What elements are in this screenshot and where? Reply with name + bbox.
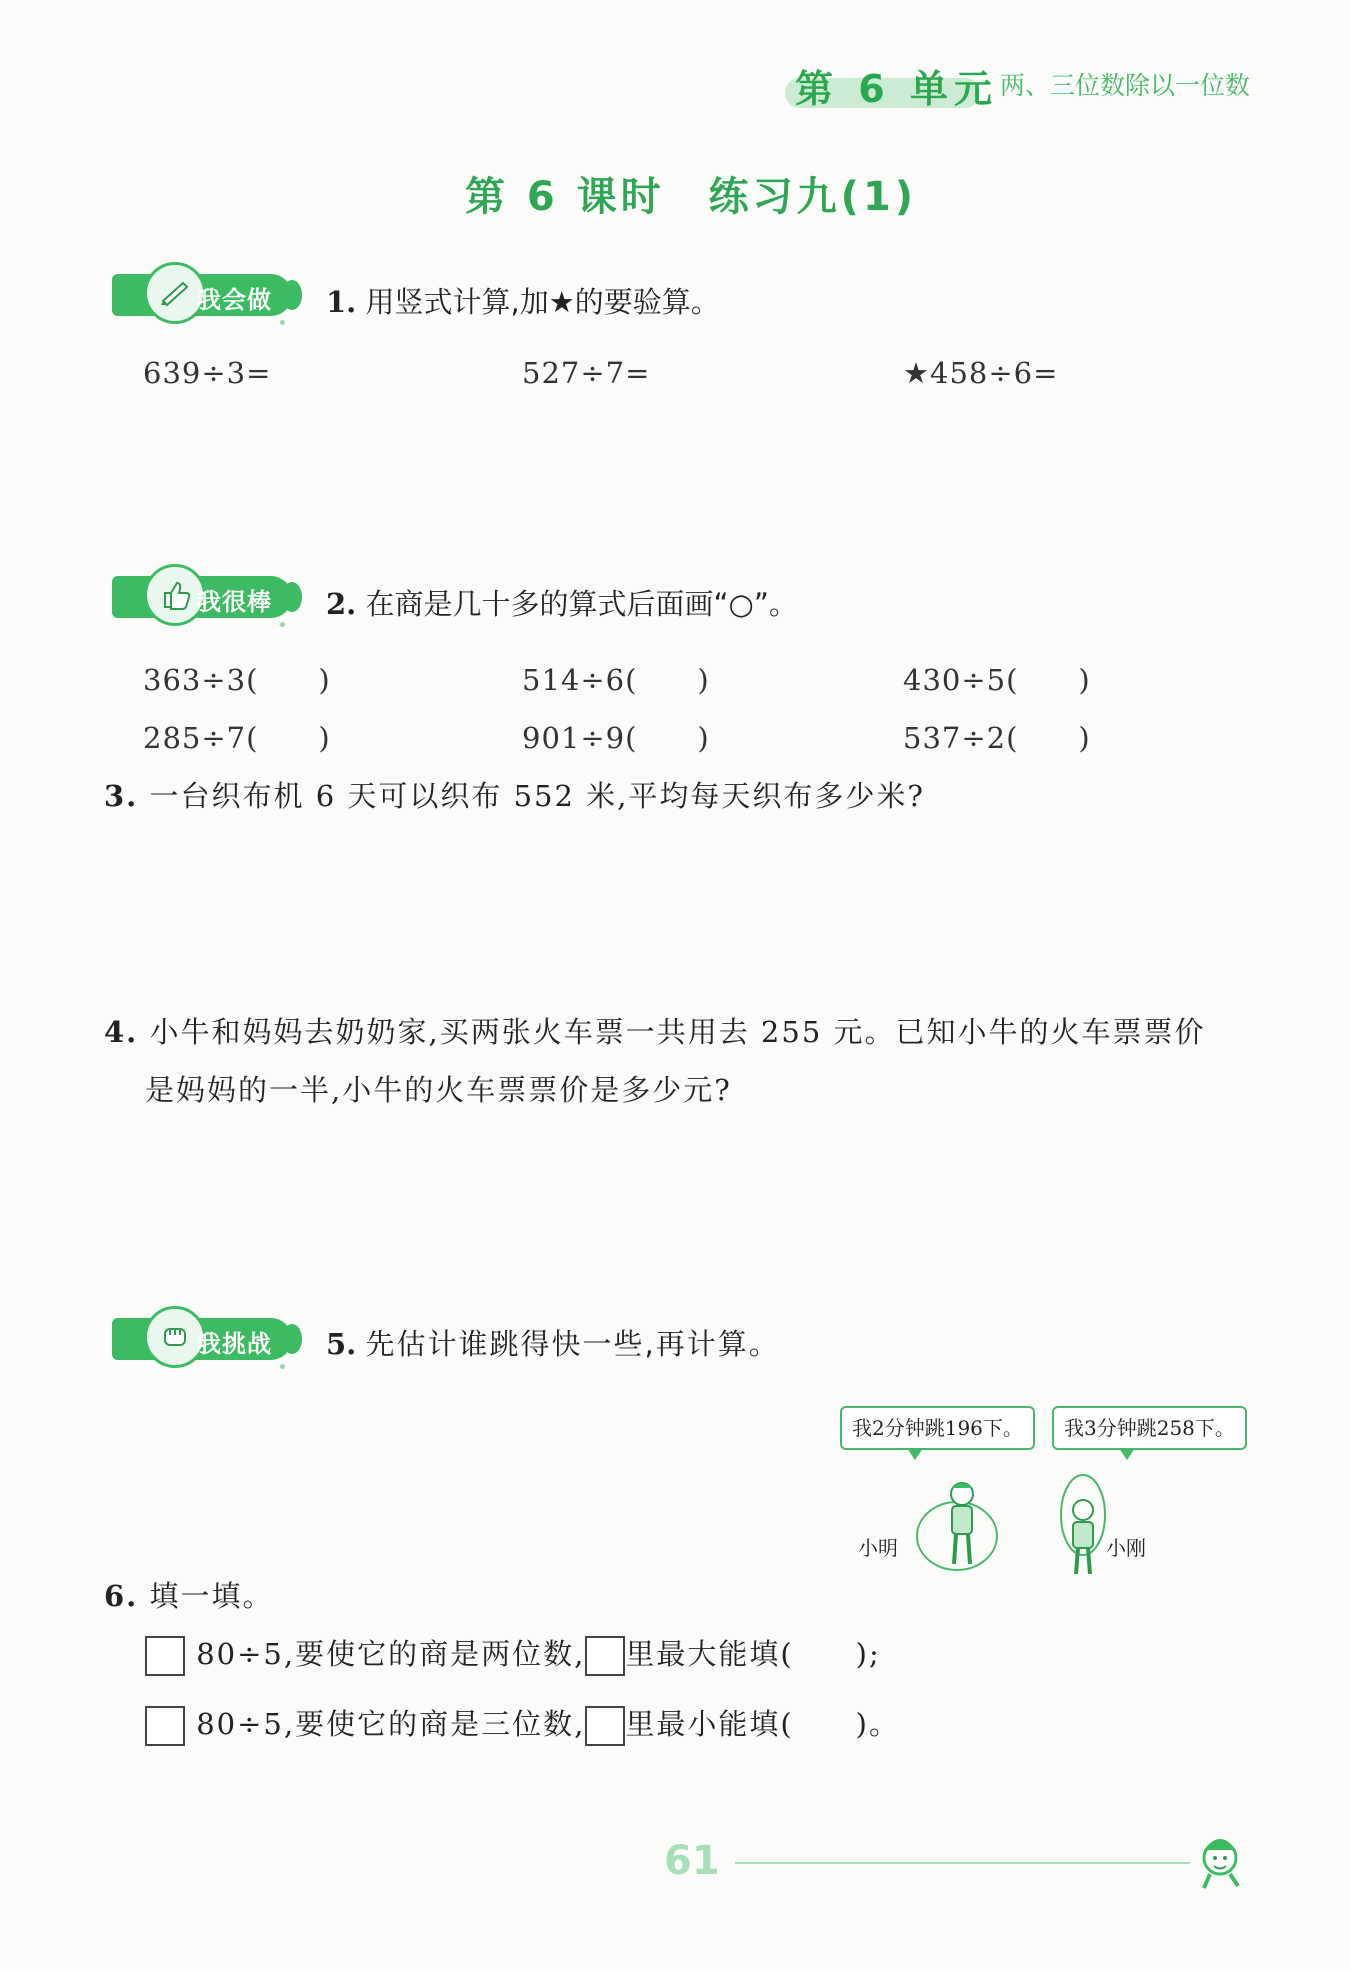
answer-box[interactable] (145, 1636, 185, 1676)
q1-title (326, 280, 720, 321)
answer-box[interactable] (145, 1706, 185, 1746)
q1-item: 527÷7= (522, 356, 651, 390)
badge-label: 我很棒 (197, 588, 272, 616)
kid-name-xiaogang: 小刚 (1106, 1536, 1146, 1560)
q4-line2: 是妈妈的一半,小牛的火车票票价是多少元? (145, 1073, 732, 1107)
speech-bubble-xiaogang: 我3分钟跳258下。 (1052, 1406, 1247, 1450)
q1-item: 639÷3= (143, 356, 272, 390)
q3 (104, 774, 925, 815)
q1-text: 用竖式计算,加★的要验算。 (365, 285, 720, 319)
q6-line2 (145, 1702, 900, 1746)
q6-title (104, 1574, 274, 1615)
badge-dot (280, 1364, 285, 1369)
unit-suffix: 单元 (909, 67, 998, 111)
unit-subtitle: 两、三位数除以一位数 (1000, 71, 1251, 100)
q6-line2-text-b: 里最小能填( )。 (625, 1707, 900, 1741)
lesson-title: 第 6 课时 练习九(1) (465, 174, 918, 220)
badge-i-can-do (112, 262, 292, 322)
badge-great (112, 564, 292, 624)
kid-name-xiaoming: 小明 (858, 1536, 898, 1560)
answer-box[interactable] (585, 1706, 625, 1746)
q6-line1 (145, 1632, 881, 1676)
q2-item: 514÷6( ) (522, 663, 710, 697)
q2-item: 901÷9( ) (522, 721, 710, 755)
unit-title (795, 58, 998, 113)
q1-number: 1. (326, 285, 357, 319)
q2-item: 285÷7( ) (143, 721, 331, 755)
q5-title (326, 1322, 780, 1363)
q6-text: 填一填。 (149, 1579, 274, 1613)
boy-jumping-rope-illustration-2 (1048, 1470, 1118, 1580)
q2-item: 537÷2( ) (903, 721, 1091, 755)
badge-challenge (112, 1306, 292, 1366)
q6-line1-text-b: 里最大能填( ); (625, 1637, 881, 1671)
q2-text: 在商是几十多的算式后面画“○”。 (365, 587, 798, 621)
badge-dot (280, 320, 285, 325)
speech-bubble-xiaoming: 我2分钟跳196下。 (840, 1406, 1035, 1450)
answer-box[interactable] (585, 1636, 625, 1676)
q6-line2-text-a: 80÷5,要使它的商是三位数, (196, 1707, 586, 1741)
page-number: 61 (664, 1838, 720, 1884)
q5-text: 先估计谁跳得快一些,再计算。 (365, 1327, 780, 1361)
badge-label: 我挑战 (197, 1330, 272, 1358)
q6-number: 6. (104, 1579, 139, 1613)
q4-text: 小牛和妈妈去奶奶家,买两张火车票一共用去 255 元。已知小牛的火车票票价 (149, 1015, 1206, 1049)
q1-item: ★458÷6= (903, 356, 1059, 390)
unit-number: 6 (858, 67, 891, 111)
q3-text: 一台织布机 6 天可以织布 552 米,平均每天织布多少米? (149, 779, 925, 813)
q3-number: 3. (104, 779, 139, 813)
unit-prefix: 第 (795, 67, 840, 111)
q2-item: 363÷3( ) (143, 663, 331, 697)
q6-line1-text-a: 80÷5,要使它的商是两位数, (196, 1637, 586, 1671)
badge-dot (280, 622, 285, 627)
q2-item: 430÷5( ) (903, 663, 1091, 697)
q4-number: 4. (104, 1015, 139, 1049)
dwarf-mascot-icon (1188, 1826, 1258, 1896)
q2-title (326, 582, 798, 623)
badge-label: 我会做 (197, 286, 272, 314)
footer-line (735, 1862, 1190, 1864)
q4-line1 (104, 1010, 1206, 1051)
q5-number: 5. (326, 1327, 357, 1361)
boy-jumping-rope-illustration (912, 1476, 1002, 1576)
q2-number: 2. (326, 587, 357, 621)
